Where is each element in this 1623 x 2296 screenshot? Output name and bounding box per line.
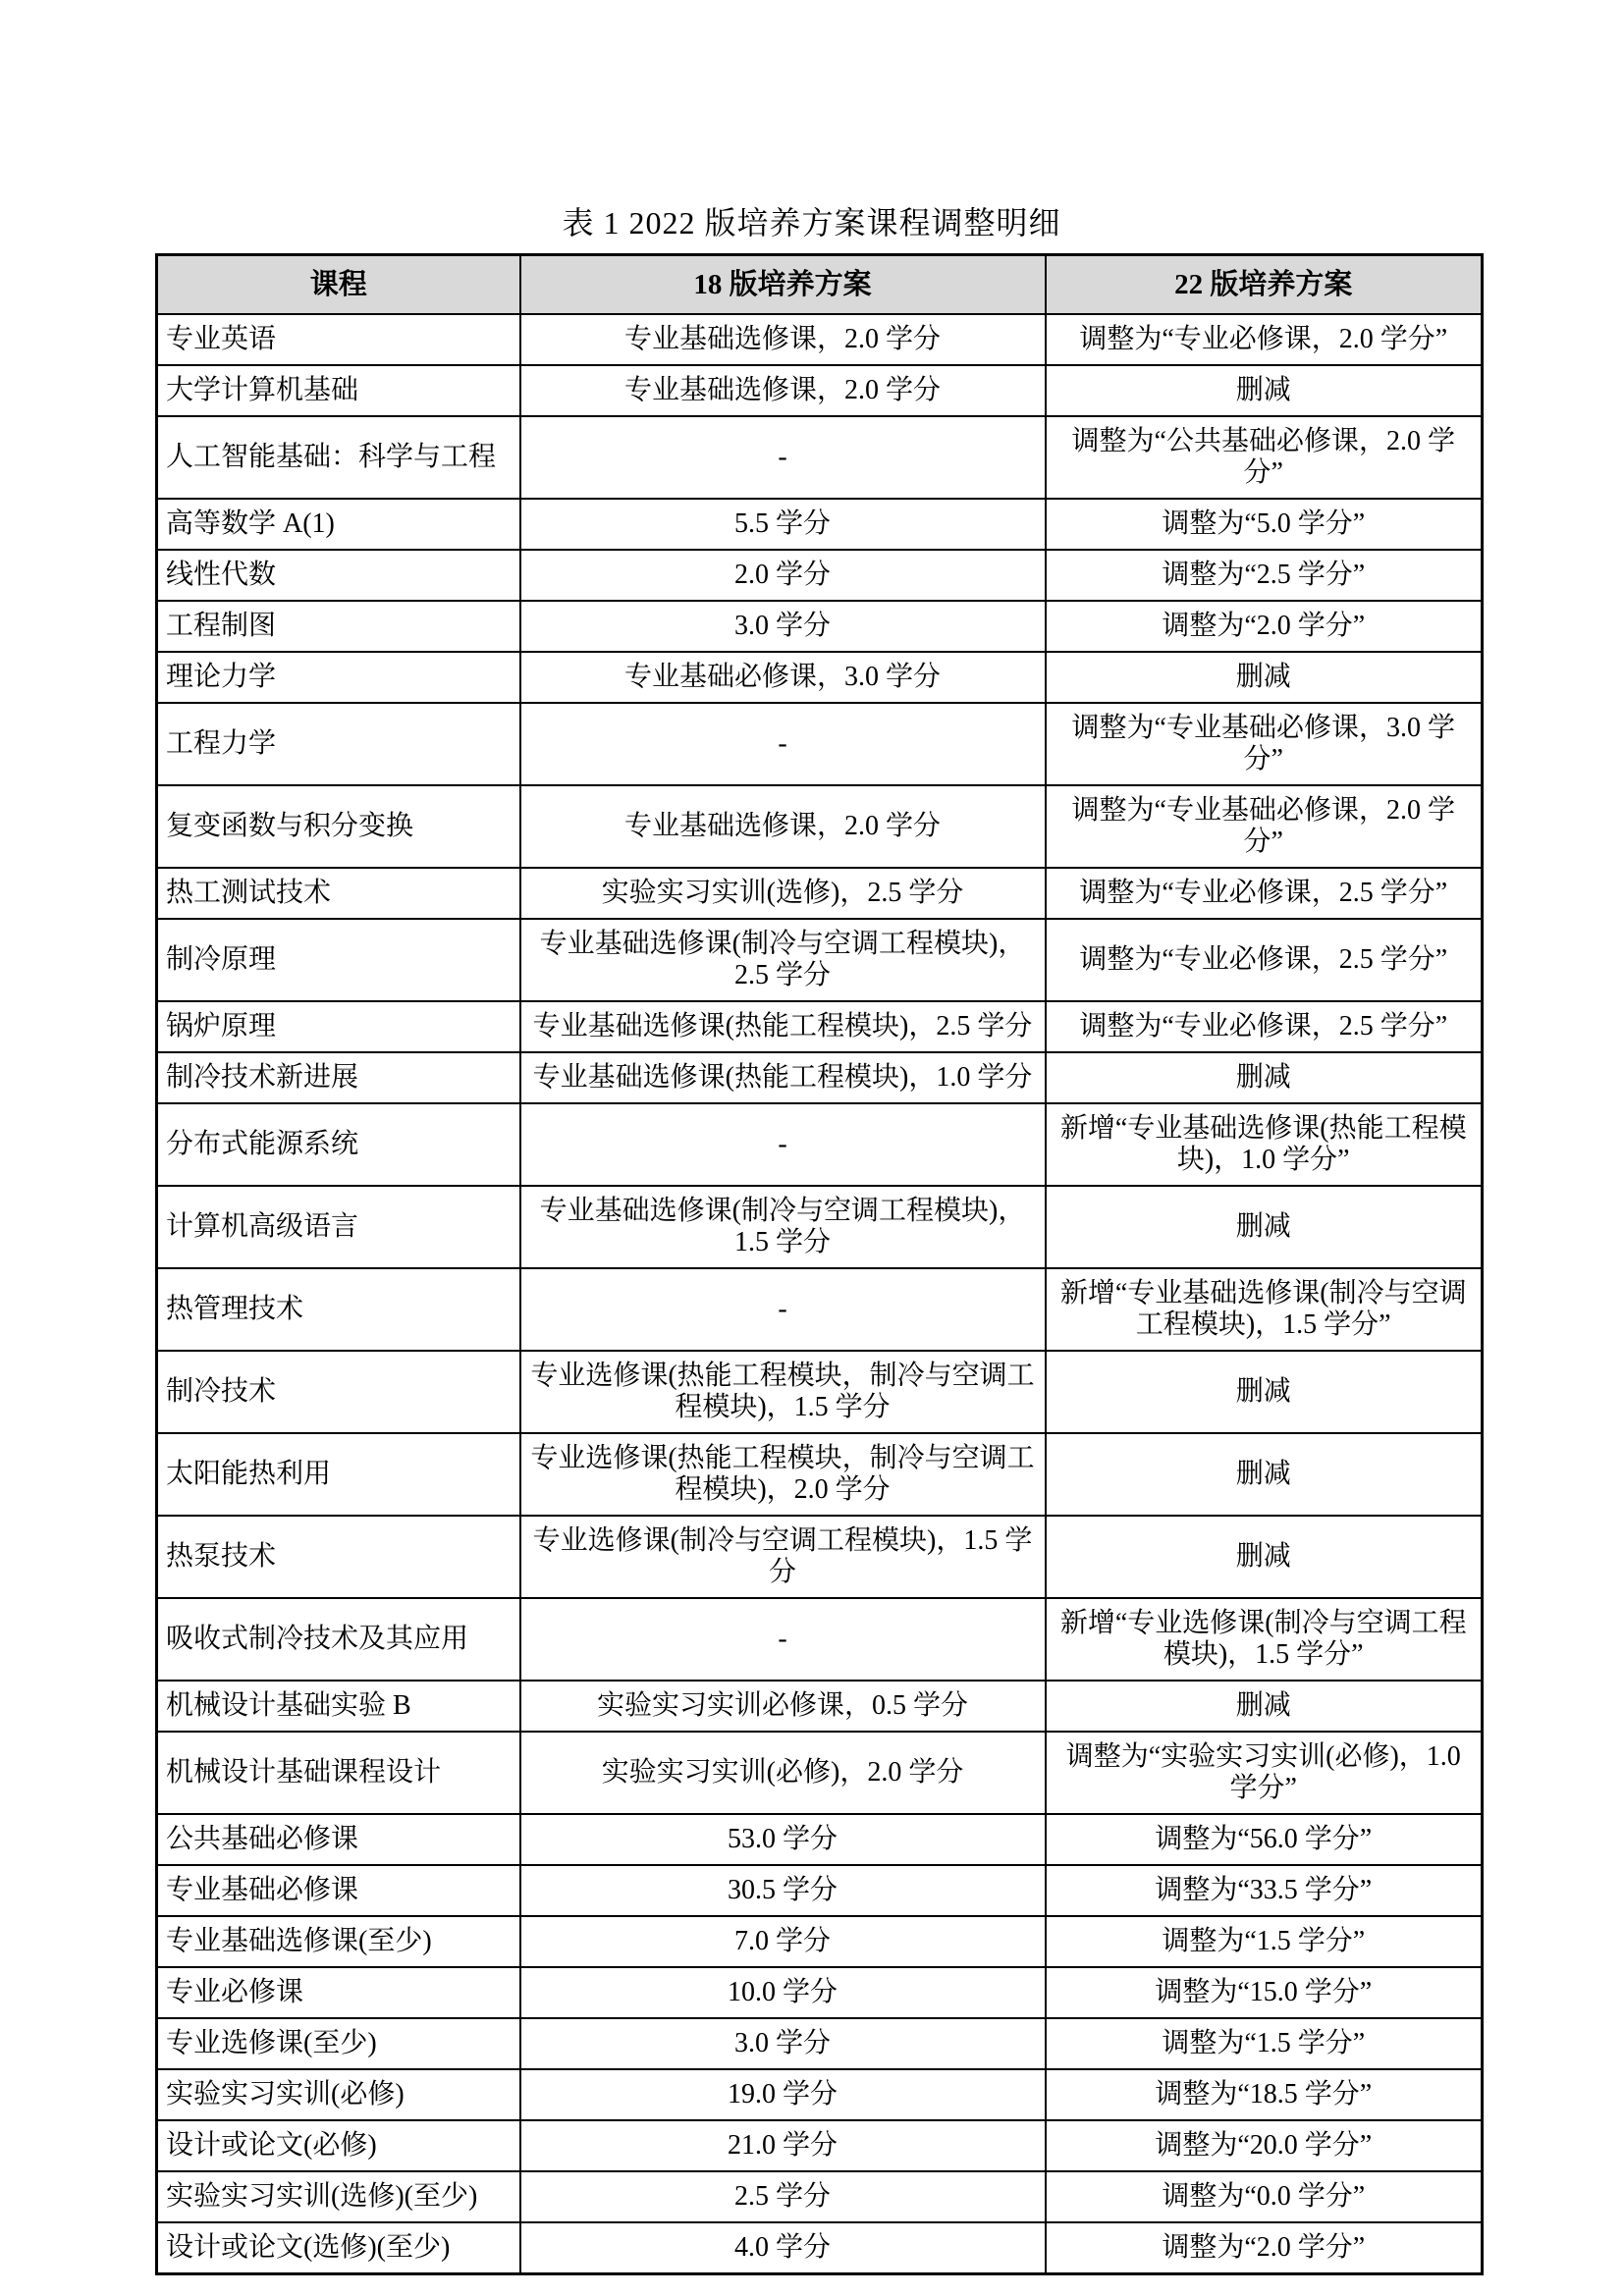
table-body xyxy=(157,314,1483,2274)
cell-plan22: 新增“专业选修课(制冷与空调工程模块)，1.5 学分” xyxy=(1046,1598,1483,1681)
cell-plan18: 专业基础选修课(制冷与空调工程模块)，2.5 学分 xyxy=(520,919,1046,1001)
table-row xyxy=(157,2171,1483,2222)
cell-course: 热工测试技术 xyxy=(157,868,520,919)
cell-plan22: 删减 xyxy=(1046,1351,1483,1433)
cell-plan22: 调整为“专业基础必修课，3.0 学分” xyxy=(1046,703,1483,785)
cell-plan22: 新增“专业基础选修课(制冷与空调工程模块)，1.5 学分” xyxy=(1046,1268,1483,1351)
cell-course: 专业基础必修课 xyxy=(157,1865,520,1916)
column-header-plan18: 18 版培养方案 xyxy=(520,255,1046,315)
cell-course: 专业必修课 xyxy=(157,1967,520,2018)
cell-course: 机械设计基础实验 B xyxy=(157,1681,520,1732)
cell-course: 理论力学 xyxy=(157,652,520,703)
cell-plan22: 删减 xyxy=(1046,365,1483,416)
cell-plan18: 30.5 学分 xyxy=(520,1865,1046,1916)
header-row xyxy=(157,255,1483,315)
cell-course: 锅炉原理 xyxy=(157,1001,520,1052)
cell-plan18: 2.5 学分 xyxy=(520,2171,1046,2222)
cell-plan22: 调整为“33.5 学分” xyxy=(1046,1865,1483,1916)
table-row xyxy=(157,365,1483,416)
column-header-plan22: 22 版培养方案 xyxy=(1046,255,1483,315)
cell-course: 太阳能热利用 xyxy=(157,1433,520,1516)
table-row xyxy=(157,2069,1483,2120)
cell-course: 工程力学 xyxy=(157,703,520,785)
cell-course: 热泵技术 xyxy=(157,1516,520,1598)
cell-plan18: 10.0 学分 xyxy=(520,1967,1046,2018)
cell-plan22: 调整为“18.5 学分” xyxy=(1046,2069,1483,2120)
table-row xyxy=(157,1268,1483,1351)
cell-plan18: 实验实习实训必修课，0.5 学分 xyxy=(520,1681,1046,1732)
cell-course: 专业基础选修课(至少) xyxy=(157,1916,520,1967)
table-row xyxy=(157,785,1483,868)
table-row xyxy=(157,314,1483,365)
cell-plan22: 调整为“2.5 学分” xyxy=(1046,550,1483,601)
cell-course: 吸收式制冷技术及其应用 xyxy=(157,1598,520,1681)
cell-plan22: 删减 xyxy=(1046,1681,1483,1732)
cell-plan22: 删减 xyxy=(1046,1052,1483,1103)
cell-plan18: 53.0 学分 xyxy=(520,1814,1046,1865)
table-row xyxy=(157,1916,1483,1967)
cell-course: 实验实习实训(必修) xyxy=(157,2069,520,2120)
cell-plan22: 调整为“专业必修课，2.0 学分” xyxy=(1046,314,1483,365)
cell-plan18: 专业基础选修课(热能工程模块)，2.5 学分 xyxy=(520,1001,1046,1052)
table-row xyxy=(157,652,1483,703)
table-row xyxy=(157,416,1483,499)
table-row xyxy=(157,499,1483,550)
cell-course: 工程制图 xyxy=(157,601,520,652)
cell-course: 线性代数 xyxy=(157,550,520,601)
table-row xyxy=(157,1814,1483,1865)
cell-course: 专业英语 xyxy=(157,314,520,365)
table-row xyxy=(157,601,1483,652)
cell-course: 分布式能源系统 xyxy=(157,1103,520,1186)
cell-plan18: 19.0 学分 xyxy=(520,2069,1046,2120)
cell-course: 专业选修课(至少) xyxy=(157,2018,520,2069)
cell-plan18: 专业基础选修课，2.0 学分 xyxy=(520,365,1046,416)
table-row xyxy=(157,1103,1483,1186)
cell-plan22: 调整为“20.0 学分” xyxy=(1046,2120,1483,2171)
table-row xyxy=(157,2222,1483,2274)
course-adjustment-table xyxy=(155,253,1484,2275)
cell-course: 设计或论文(必修) xyxy=(157,2120,520,2171)
table-row xyxy=(157,1967,1483,2018)
table-row xyxy=(157,919,1483,1001)
cell-plan22: 新增“专业基础选修课(热能工程模块)，1.0 学分” xyxy=(1046,1103,1483,1186)
cell-plan22: 调整为“0.0 学分” xyxy=(1046,2171,1483,2222)
table-row xyxy=(157,550,1483,601)
column-header-course: 课程 xyxy=(157,255,520,315)
cell-plan18: 5.5 学分 xyxy=(520,499,1046,550)
table-row xyxy=(157,1732,1483,1814)
cell-plan18: 专业选修课(制冷与空调工程模块)，1.5 学分 xyxy=(520,1516,1046,1598)
table-row xyxy=(157,868,1483,919)
table-row xyxy=(157,703,1483,785)
table-row xyxy=(157,2120,1483,2171)
table-row xyxy=(157,2018,1483,2069)
cell-plan18: 专业基础选修课(制冷与空调工程模块)，1.5 学分 xyxy=(520,1186,1046,1268)
cell-course: 制冷技术 xyxy=(157,1351,520,1433)
cell-course: 人工智能基础：科学与工程 xyxy=(157,416,520,499)
cell-plan18: - xyxy=(520,1268,1046,1351)
cell-plan18: 专业选修课(热能工程模块，制冷与空调工程模块)，1.5 学分 xyxy=(520,1351,1046,1433)
cell-course: 计算机高级语言 xyxy=(157,1186,520,1268)
cell-plan18: 专业基础选修课(热能工程模块)，1.0 学分 xyxy=(520,1052,1046,1103)
cell-course: 制冷技术新进展 xyxy=(157,1052,520,1103)
cell-plan22: 删减 xyxy=(1046,1186,1483,1268)
cell-course: 热管理技术 xyxy=(157,1268,520,1351)
cell-plan18: 专业选修课(热能工程模块，制冷与空调工程模块)，2.0 学分 xyxy=(520,1433,1046,1516)
table-row xyxy=(157,1516,1483,1598)
cell-plan18: 专业基础选修课，2.0 学分 xyxy=(520,785,1046,868)
cell-plan22: 调整为“2.0 学分” xyxy=(1046,601,1483,652)
table-row xyxy=(157,1433,1483,1516)
table-row xyxy=(157,1001,1483,1052)
cell-plan18: 3.0 学分 xyxy=(520,601,1046,652)
cell-plan22: 调整为“2.0 学分” xyxy=(1046,2222,1483,2274)
cell-course: 复变函数与积分变换 xyxy=(157,785,520,868)
cell-plan18: 3.0 学分 xyxy=(520,2018,1046,2069)
cell-plan22: 调整为“专业基础必修课，2.0 学分” xyxy=(1046,785,1483,868)
cell-plan22: 调整为“56.0 学分” xyxy=(1046,1814,1483,1865)
cell-plan22: 调整为“1.5 学分” xyxy=(1046,1916,1483,1967)
cell-plan18: 4.0 学分 xyxy=(520,2222,1046,2274)
cell-plan22: 调整为“专业必修课，2.5 学分” xyxy=(1046,1001,1483,1052)
cell-plan18: - xyxy=(520,703,1046,785)
cell-plan22: 调整为“公共基础必修课，2.0 学分” xyxy=(1046,416,1483,499)
cell-plan22: 调整为“专业必修课，2.5 学分” xyxy=(1046,919,1483,1001)
page-title: 表 1 2022 版培养方案课程调整明细 xyxy=(562,205,1061,240)
table-row xyxy=(157,1351,1483,1433)
cell-course: 大学计算机基础 xyxy=(157,365,520,416)
table-row xyxy=(157,1681,1483,1732)
cell-plan22: 删减 xyxy=(1046,652,1483,703)
cell-plan18: 21.0 学分 xyxy=(520,2120,1046,2171)
cell-plan18: 实验实习实训(选修)，2.5 学分 xyxy=(520,868,1046,919)
cell-plan18: 2.0 学分 xyxy=(520,550,1046,601)
cell-plan18: 7.0 学分 xyxy=(520,1916,1046,1967)
cell-plan22: 调整为“15.0 学分” xyxy=(1046,1967,1483,2018)
cell-course: 制冷原理 xyxy=(157,919,520,1001)
table-row xyxy=(157,1186,1483,1268)
cell-plan18: 实验实习实训(必修)，2.0 学分 xyxy=(520,1732,1046,1814)
cell-plan18: - xyxy=(520,1598,1046,1681)
cell-course: 机械设计基础课程设计 xyxy=(157,1732,520,1814)
table-row xyxy=(157,1865,1483,1916)
cell-plan22: 删减 xyxy=(1046,1516,1483,1598)
table-row xyxy=(157,1598,1483,1681)
cell-plan18: - xyxy=(520,416,1046,499)
cell-course: 公共基础必修课 xyxy=(157,1814,520,1865)
cell-plan22: 调整为“1.5 学分” xyxy=(1046,2018,1483,2069)
cell-plan18: - xyxy=(520,1103,1046,1186)
cell-plan22: 调整为“5.0 学分” xyxy=(1046,499,1483,550)
cell-course: 实验实习实训(选修)(至少) xyxy=(157,2171,520,2222)
cell-plan18: 专业基础必修课，3.0 学分 xyxy=(520,652,1046,703)
cell-course: 设计或论文(选修)(至少) xyxy=(157,2222,520,2274)
cell-plan22: 删减 xyxy=(1046,1433,1483,1516)
cell-plan22: 调整为“实验实习实训(必修)，1.0 学分” xyxy=(1046,1732,1483,1814)
table-row xyxy=(157,1052,1483,1103)
table-header xyxy=(157,255,1483,315)
cell-plan22: 调整为“专业必修课，2.5 学分” xyxy=(1046,868,1483,919)
cell-plan18: 专业基础选修课，2.0 学分 xyxy=(520,314,1046,365)
cell-course: 高等数学 A(1) xyxy=(157,499,520,550)
